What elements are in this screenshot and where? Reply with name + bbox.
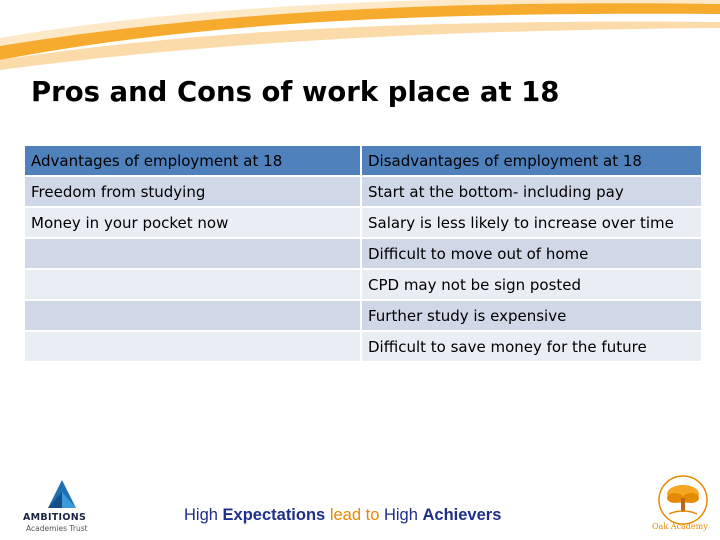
advantage-cell: [25, 332, 360, 361]
disadvantage-cell: Salary is less likely to increase over time: [362, 208, 701, 237]
disadvantage-cell: Start at the bottom- including pay: [362, 177, 701, 206]
disadvantage-cell: Difficult to save money for the future: [362, 332, 701, 361]
tagline-word: lead to: [329, 506, 380, 524]
table-row: [25, 332, 701, 361]
pros-cons-table: [23, 144, 703, 363]
table-row: [25, 270, 701, 299]
table-row: [25, 239, 701, 268]
tagline-word: Expectations: [222, 506, 326, 524]
table-header-row: [25, 146, 701, 175]
disadvantage-cell: Further study is expensive: [362, 301, 701, 330]
table-row: [25, 208, 701, 237]
tagline-word: Achievers: [422, 506, 502, 524]
orange-swoosh-decoration: [0, 0, 720, 70]
ambitions-logo-name: AMBITIONS: [23, 512, 87, 523]
slide-title: Pros and Cons of work place at 18: [31, 76, 560, 108]
advantage-cell: Freedom from studying: [25, 177, 360, 206]
table-row: [25, 301, 701, 330]
advantage-cell: [25, 301, 360, 330]
footer-tagline: [184, 506, 501, 525]
table-row: [25, 177, 701, 206]
tagline-word: High: [184, 506, 218, 524]
advantage-cell: Money in your pocket now: [25, 208, 360, 237]
ambitions-logo-subtitle: Academies Trust: [26, 524, 88, 533]
disadvantage-cell: CPD may not be sign posted: [362, 270, 701, 299]
tagline-word: High: [383, 506, 418, 524]
disadvantages-header: Disadvantages of employment at 18: [362, 146, 701, 175]
advantage-cell: [25, 239, 360, 268]
oak-academy-logo-name: Oak Academy: [652, 522, 708, 531]
advantage-cell: [25, 270, 360, 299]
disadvantage-cell: Difficult to move out of home: [362, 239, 701, 268]
advantages-header: Advantages of employment at 18: [25, 146, 360, 175]
